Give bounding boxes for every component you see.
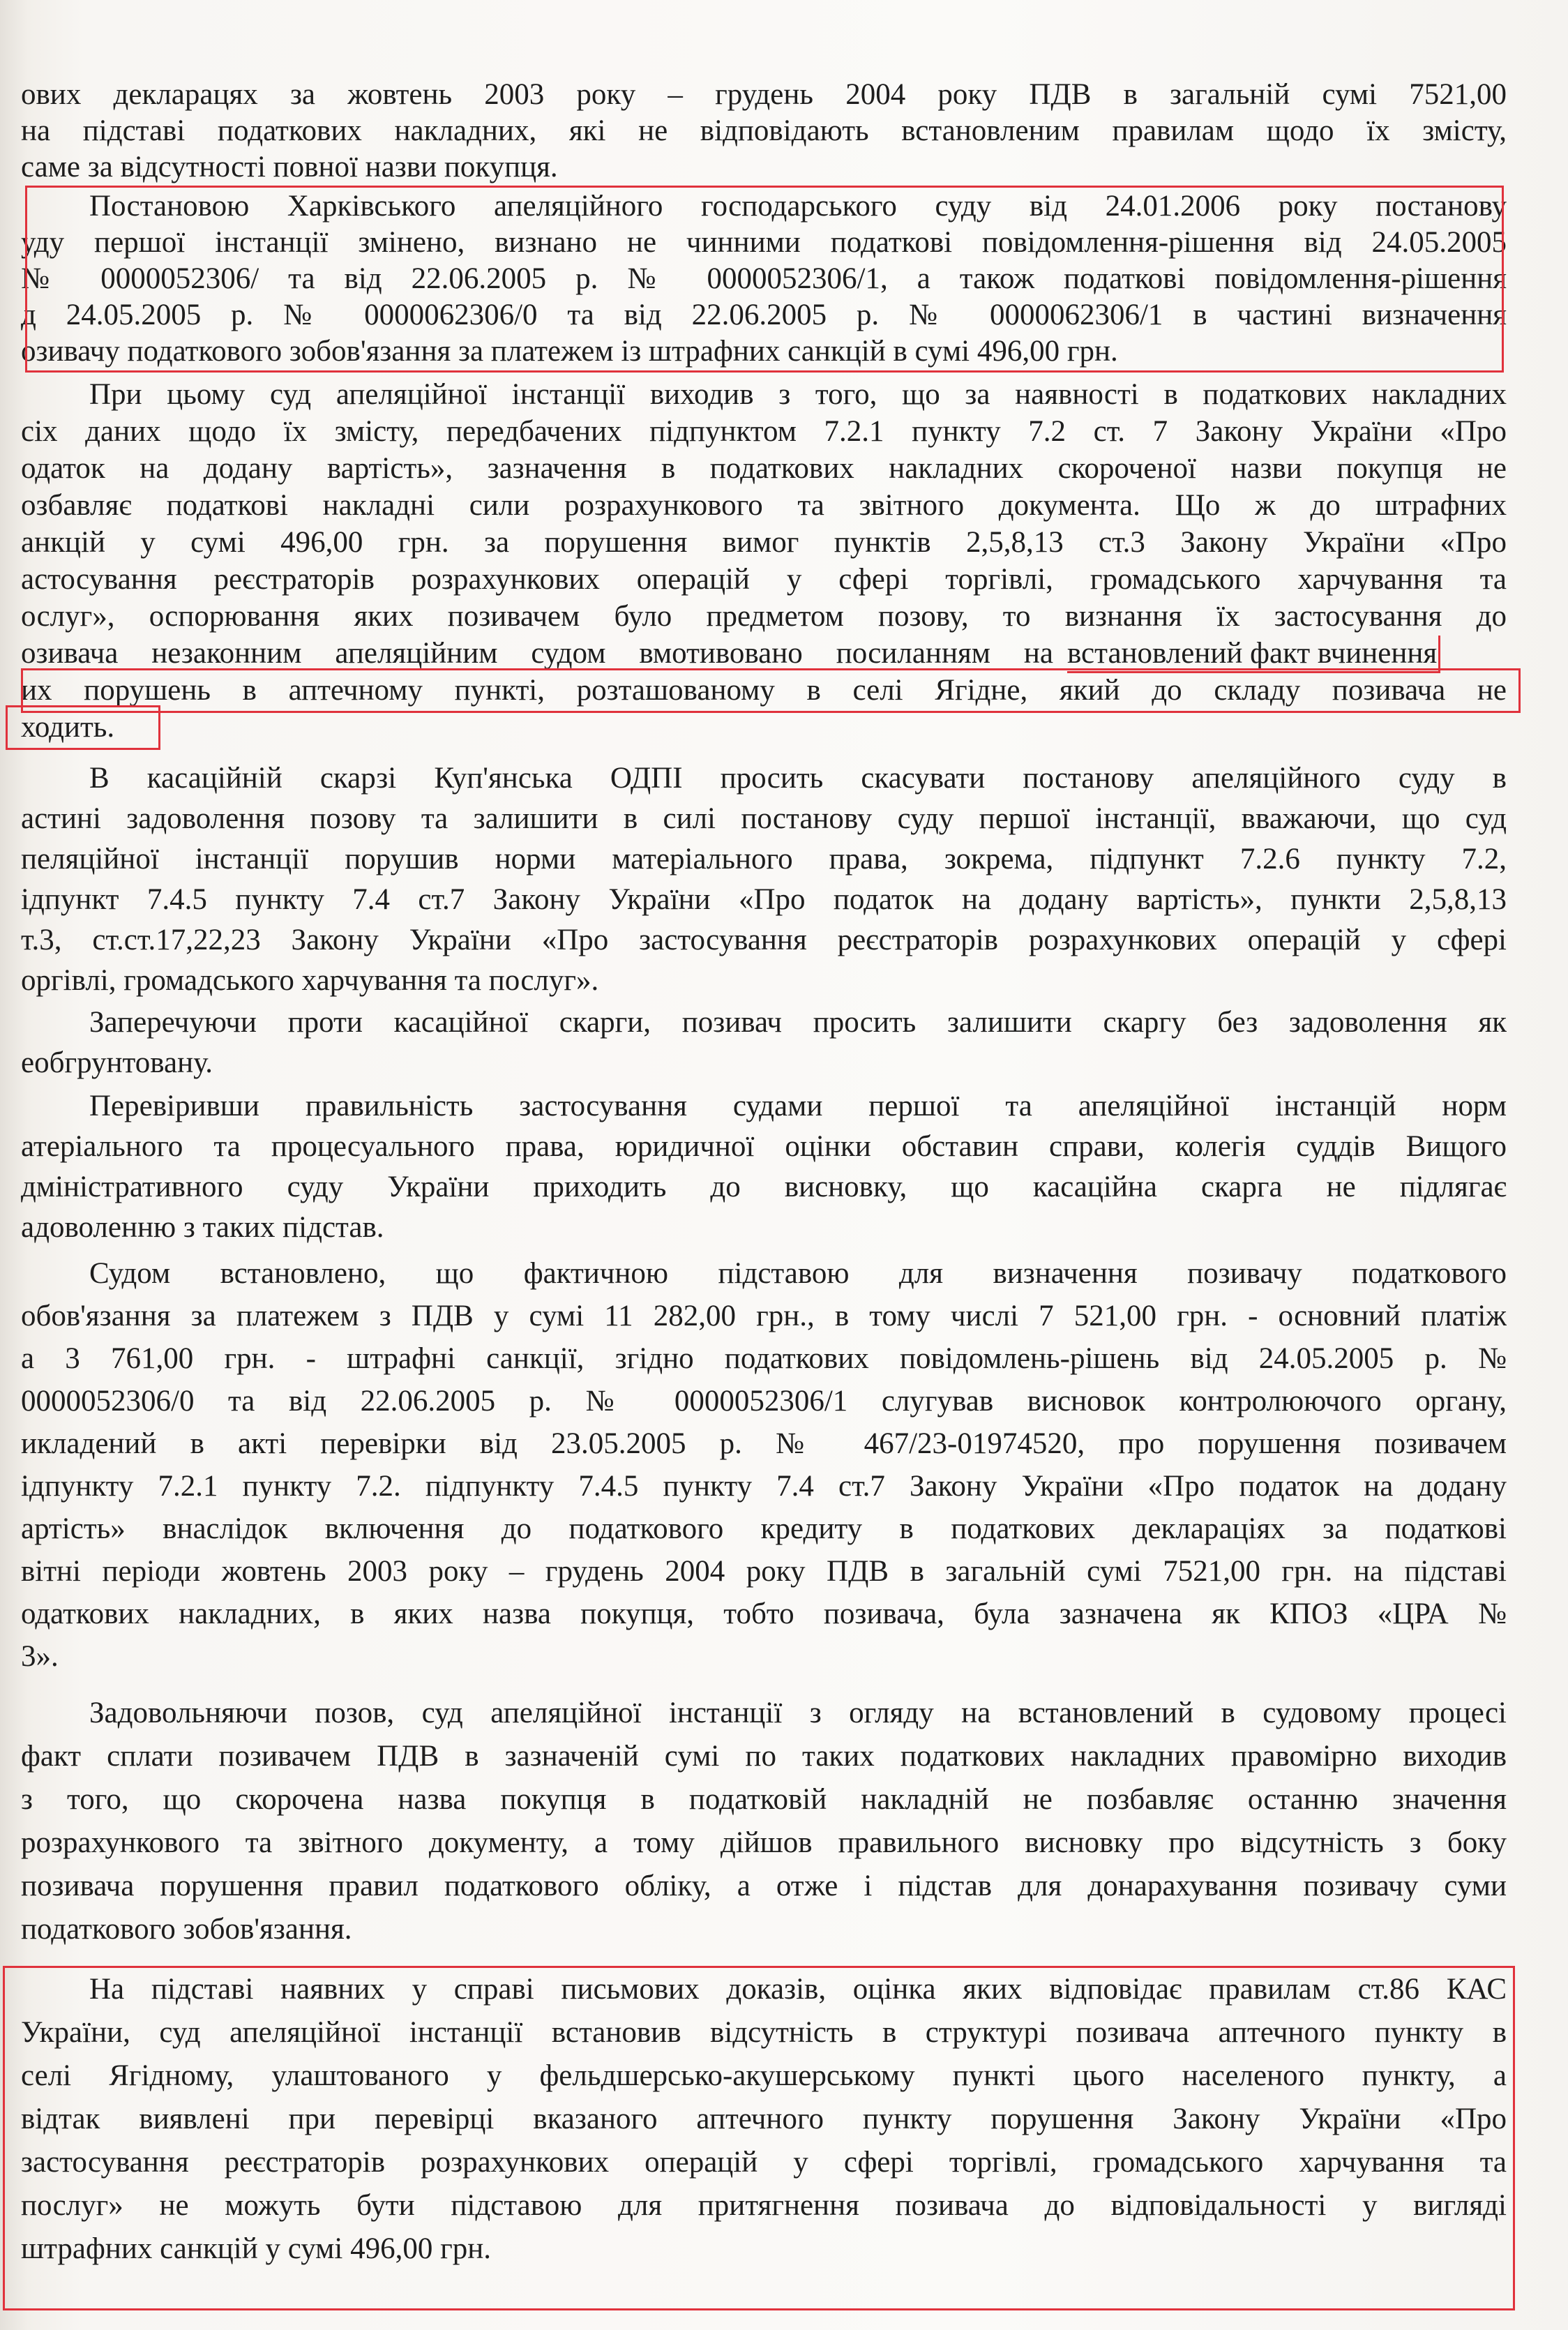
text-line: вітні періоди жовтень 2003 року – грудень 2004 року ПДВ в загальній сумі 7521,00 грн. на підставі (21, 1555, 1507, 1588)
text-line: ідпункту 7.2.1 пункту 7.2. підпункту 7.4.5 пункту 7.4 ст.7 Закону України «Про податок на додану (21, 1470, 1507, 1503)
highlighted-phrase: встановлений факт вчинення (1067, 637, 1438, 670)
text-line: Заперечуючи проти касаційної скарги, позивач просить залишити скаргу без задоволення як (89, 1006, 1507, 1039)
text-line: озивачу податкового зобов'язання за платежем із штрафних санкцій в сумі 496,00 грн. (21, 335, 1118, 368)
text-line: В касаційній скарзі Куп'янська ОДПІ просить скасувати постанову апеляційного суду в (89, 762, 1507, 795)
text-line: артість» внаслідок включення до податкового кредиту в податкових деклараціях за податкові (21, 1512, 1507, 1545)
text-line: податкового зобов'язання. (21, 1913, 352, 1946)
text-line: их порушень в аптечному пункті, розташованому в селі Ягідне, який до складу позивача не (21, 674, 1507, 707)
text-line: послуг» не можуть бути підставою для притягнення позивача до відповідальності у вигляді (21, 2189, 1507, 2222)
text-line: обов'язання за платежем з ПДВ у сумі 11 282,00 грн., в тому числі 7 521,00 грн. - основний платіж (21, 1300, 1507, 1332)
text-line: икладений в акті перевірки від 23.05.2005 р. № 467/23-01974520, про порушення позивачем (21, 1427, 1507, 1460)
text-line: озивача незаконним апеляційним судом вмотивовано посиланням на (21, 637, 1053, 670)
text-line: озбавляє податкові накладні сили розрахункового та звітного документа. Що ж до штрафних (21, 489, 1507, 522)
text-line: астосування реєстраторів розрахункових операцій у сфері торгівлі, громадського харчування та (21, 563, 1507, 596)
text-line: штрафних санкцій у сумі 496,00 грн. (21, 2232, 491, 2265)
text-line: 3». (21, 1640, 59, 1673)
text-line: На підставі наявних у справі письмових доказів, оцінка яких відповідає правилам ст.86 КАС (89, 1973, 1507, 2006)
text-line: ослуг», оспорювання яких позивачем було предметом позову, то визнання їх застосування до (21, 600, 1507, 633)
text-line: т.3, ст.ст.17,22,23 Закону України «Про застосування реєстраторів розрахункових операцій у сфері (21, 924, 1507, 956)
text-line: оргівлі, громадського харчування та послуг». (21, 964, 599, 997)
text-line: на підставі податкових накладних, які не відповідають встановленим правилам щодо їх змісту, (21, 114, 1507, 147)
text-line: ових декларацях за жовтень 2003 року – грудень 2004 року ПДВ в загальній сумі 7521,00 (21, 78, 1507, 111)
text-line: з того, що скорочена назва покупця в податковій накладній не позбавляє останню значення (21, 1783, 1507, 1816)
text-line: атеріального та процесуального права, юридичної оцінки обставин справи, колегія суддів Вищого (21, 1130, 1507, 1163)
text-line: а 3 761,00 грн. - штрафні санкції, згідно податкових повідомлень-рішень від 24.05.2005 р. № (21, 1342, 1507, 1375)
text-line-highlighted (1067, 636, 1507, 673)
text-line: 0000052306/0 та від 22.06.2005 р. № 0000052306/1 слугував висновок контролюючого органу, (21, 1385, 1507, 1418)
text-line: позивача порушення правил податкового обліку, а отже і підстав для донарахування позивачу суми (21, 1870, 1507, 1902)
text-line: України, суд апеляційної інстанції встановив відсутність в структурі позивача аптечного пункту в (21, 2016, 1507, 2049)
text-line: сіх даних щодо їх змісту, передбачених підпунктом 7.2.1 пункту 7.2 ст. 7 Закону України «Про (21, 415, 1507, 448)
text-line: ходить. (21, 711, 115, 744)
text-line: застосування реєстраторів розрахункових операцій у сфері торгівлі, громадського харчування та (21, 2146, 1507, 2179)
text-line: одаток на додану вартість», зазначення в податкових накладних скороченої назви покупця не (21, 452, 1507, 485)
text-line: дміністративного суду України приходить до висновку, що касаційна скарга не підлягає (21, 1171, 1507, 1203)
text-line: уду першої інстанції змінено, визнано не чинними податкові повідомлення-рішення від 24.05.2005 (21, 226, 1507, 259)
text-line: астині задоволення позову та залишити в силі постанову суду першої інстанції, вважаючи, що суд (21, 802, 1507, 835)
text-line: факт сплати позивачем ПДВ в зазначеній сумі по таких податкових накладних правомірно виходив (21, 1740, 1507, 1773)
text-line: д 24.05.2005 р. № 0000062306/0 та від 22.06.2005 р. № 0000062306/1 в частині визначення (21, 299, 1507, 331)
text-line: № 0000052306/ та від 22.06.2005 р. № 0000052306/1, а також податкові повідомлення-рішення (21, 262, 1507, 295)
text-line: Задовольняючи позов, суд апеляційної інстанції з огляду на встановлений в судовому процесі (89, 1697, 1507, 1729)
text-line: відтак виявлені при перевірці вказаного аптечного пункту порушення Закону України «Про (21, 2103, 1507, 2135)
text-line: саме за відсутності повної назви покупця. (21, 151, 558, 183)
text-line: селі Ягідному, улаштованого у фельдшерсько-акушерському пункті цього населеного пункту, а (21, 2059, 1507, 2092)
text-line: анкцій у сумі 496,00 грн. за порушення вимог пунктів 2,5,8,13 ст.3 Закону України «Про (21, 526, 1507, 559)
text-line: розрахункового та звітного документу, а тому дійшов правильного висновку про відсутність з боку (21, 1826, 1507, 1859)
text-line: ідпункт 7.4.5 пункту 7.4 ст.7 Закону України «Про податок на додану вартість», пункти 2,5,8,13 (21, 883, 1507, 916)
text-line: Постановою Харківського апеляційного господарського суду від 24.01.2006 року постанову (89, 190, 1507, 223)
text-line: адоволенню з таких підстав. (21, 1211, 384, 1244)
text-line: При цьому суд апеляційної інстанції виходив з того, що за наявності в податкових накладних (89, 378, 1507, 411)
text-line: Судом встановлено, що фактичною підставою для визначення позивачу податкового (89, 1257, 1507, 1290)
text-line: одаткових накладних, в яких назва покупця, тобто позивача, була зазначена як КПОЗ «ЦРА № (21, 1598, 1507, 1630)
text-line: пеляційної інстанції порушив норми матеріального права, зокрема, підпункт 7.2.6 пункту 7.2, (21, 843, 1507, 875)
text-line: Перевіривши правильність застосування судами першої та апеляційної інстанцій норм (89, 1090, 1507, 1122)
text-line: еобгрунтовану. (21, 1046, 213, 1079)
